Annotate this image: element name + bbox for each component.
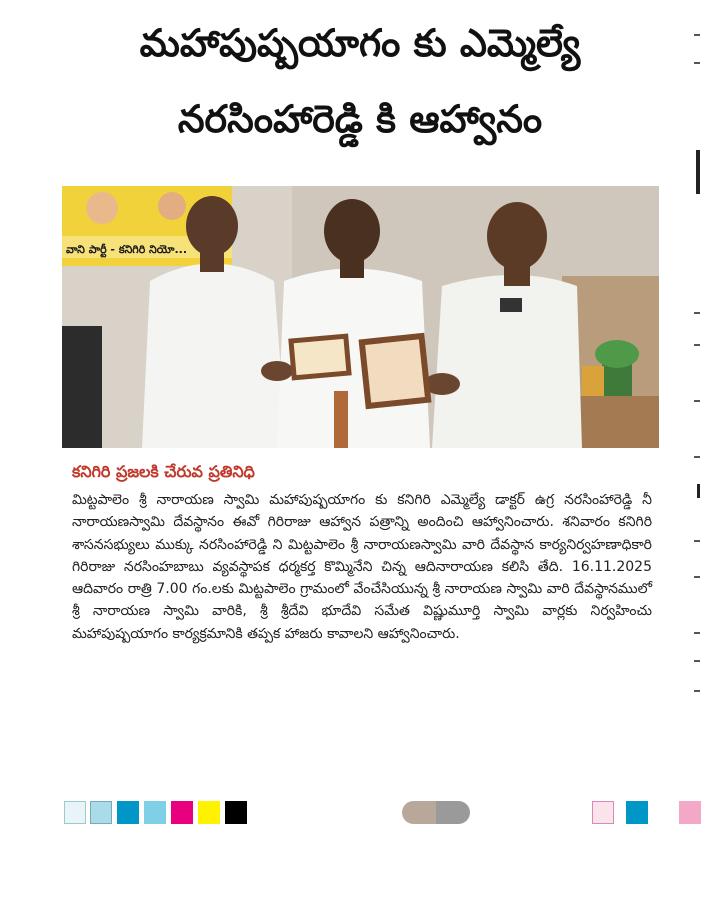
color-swatch: [90, 801, 112, 824]
headline-line-2: నరసింహారెడ్డి కి ఆహ్వానం: [177, 97, 543, 141]
edge-mark: [694, 62, 700, 64]
color-swatch: [171, 801, 193, 824]
color-swatch: [144, 801, 166, 824]
headline-line-1: మహాపుష్పయాగం కు ఎమ్మెల్యే: [139, 21, 581, 65]
edge-mark: [694, 540, 700, 542]
color-swatch: [679, 801, 701, 824]
edge-mark: [694, 344, 700, 346]
banner-text: వాని పార్టీ - కనిగిరి నియో...: [66, 243, 187, 256]
edge-mark: [694, 456, 700, 458]
edge-mark: [694, 660, 700, 662]
color-swatch: [626, 801, 648, 824]
article-body: మిట్టపాలెం శ్రీ నారాయణ స్వామి మహాపుష్పయాగం కు కనిగిరి ఎమ్మెల్యే డాక్టర్ ఉగ్ర నరసింహారెడ్డి నీ నారాయణస్వామి దేవస్థానం ఈవో గిరిరాజు ఆహ్వాన పత్రాన్ని అందించి ఆహ్వానించారు. శనివారం కనిగిరి శాసనసభ్యులు ముక్కు నరసింహారెడ్డి ని మిట్టపాలెం శ్రీ నారాయణస్వామి వారి దేవస్థాన కార్యనిర్వహణాధికారి గిరిరాజు నరసింహబాబు వ్యవస్థాపక ధర్మకర్త కొమ్మినేని చిన్న ఆదినారాయణ కలిసి తేది. 16.11.2025 ఆదివారం రాత్రి 7.00 గం.లకు మిట్టపాలెం గ్రామంలో వేంచేసియున్న శ్రీ నారాయణ స్వామి వారి దేవస్థానములో శ్రీ నారాయణ స్వామి వారికి, శ్రీ శ్రీదేవి భూదేవి సమేత విష్ణుమూర్తి స్వామి వార్లకు నిర్వహించు మహాపుష్పయాగం కార్యక్రమానికి తప్పక హాజరు కావాలని ఆహ్వానించారు.: [72, 492, 652, 642]
color-swatch: [64, 801, 86, 824]
edge-mark: [694, 690, 700, 692]
edge-mark: [694, 312, 700, 314]
color-swatch: [198, 801, 220, 824]
edge-mark: [694, 400, 700, 402]
edge-mark: [694, 34, 700, 36]
edge-mark: [694, 632, 700, 634]
registration-pill: [402, 801, 470, 824]
edge-mark: [694, 576, 700, 578]
byline: కనిగిరి ప్రజలకి చేరువ ప్రతినిధి: [72, 462, 255, 481]
edge-mark: [696, 150, 700, 194]
color-swatch: [592, 801, 614, 824]
color-swatch: [225, 801, 247, 824]
news-photo: [62, 186, 659, 448]
color-swatch: [117, 801, 139, 824]
edge-mark: [697, 484, 700, 498]
